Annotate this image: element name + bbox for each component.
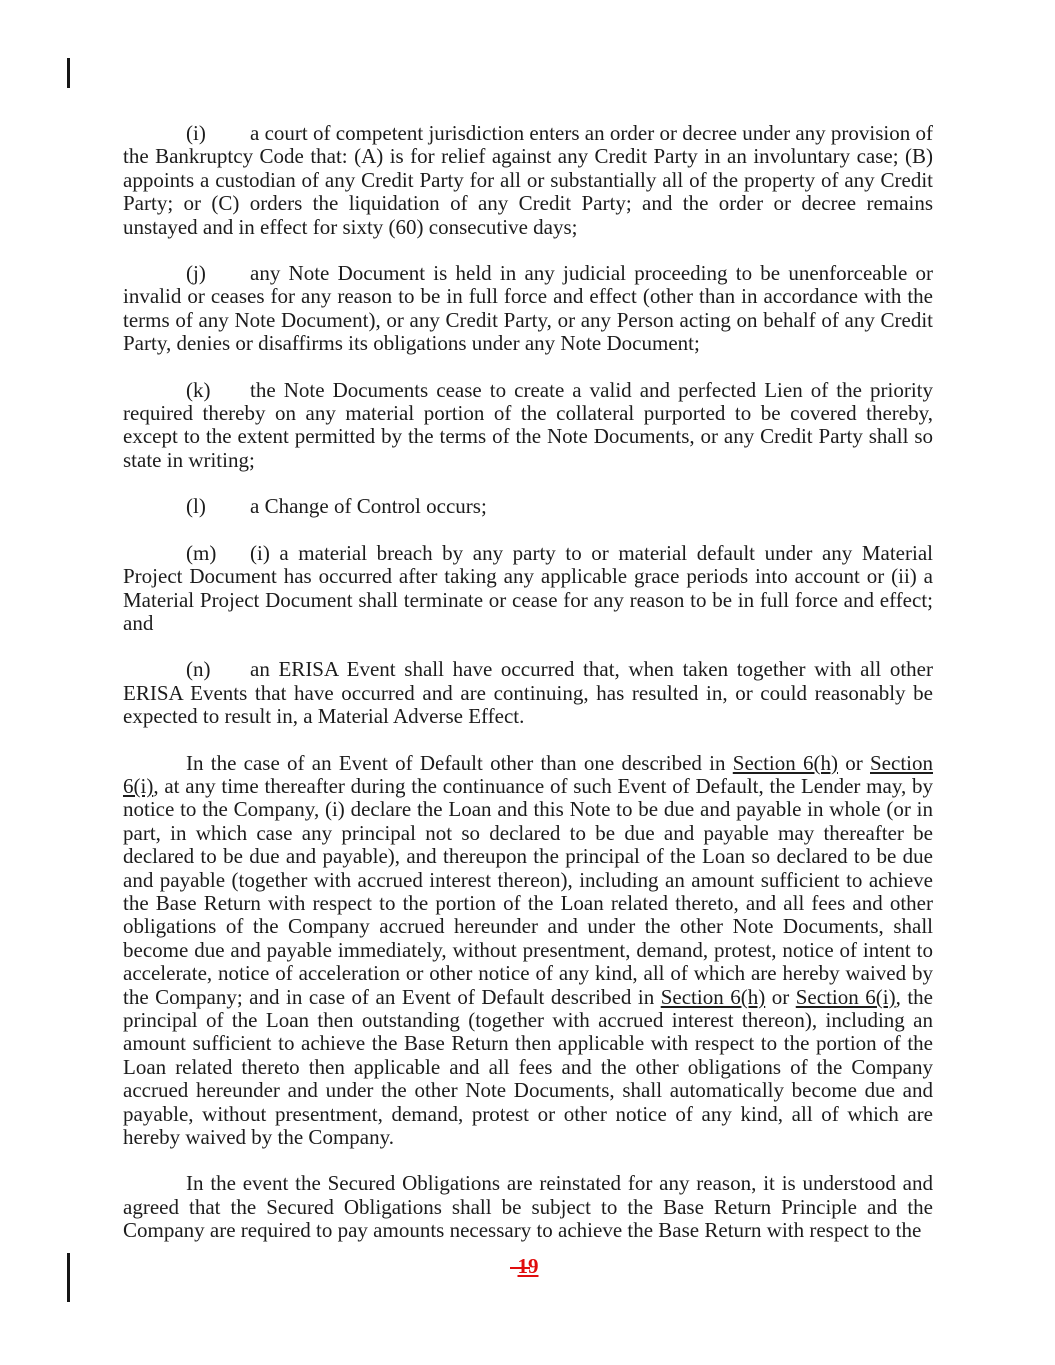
text-run: a court of competent jurisdiction enters an order or decree under any provision of the Bankruptcy Code that: (A) is for relief against any Credit Party in an involuntary case; (B) appoints a custodian of any Credit Party for all or substantially all of the property of any Credit Party; or (C) orders the liquidation of any Credit Party; and the order or decree remains unstayed and in effect for sixty (60) consecutive days; — [123, 121, 933, 239]
paragraph-label: (m) — [186, 540, 217, 565]
paragraph-m — [123, 542, 933, 636]
text-run: or — [765, 984, 796, 1009]
text-run: In the case of an Event of Default other than one described in — [186, 750, 733, 775]
paragraph-k — [123, 379, 933, 473]
paragraph-body-7 — [123, 1172, 933, 1242]
text-run: any Note Document is held in any judicial proceeding to be unenforceable or invalid or ceases for any reason to be in full force and effect (other than in accordance with the terms of any Note Document), or any Credit Party, or any Person acting on behalf of any Credit Party, denies or disaffirms its obligations under any Note Document; — [123, 261, 933, 356]
text-run: the Note Documents cease to create a valid and perfected Lien of the priority required thereby on any material portion of the collateral purported to be covered thereby, except to the extent permitted by the terms of the Note Documents, or any Credit Party shall so state in writing; — [123, 377, 933, 472]
paragraph-j — [123, 262, 933, 356]
text-run: , at any time thereafter during the continuance of such Event of Default, the Lender may, by notice to the Company, (i) declare the Loan and this Note to be due and payable in whole (or in part, in which case any principal not so declared to be due and payable may thereafter be declared to be due and payable), and thereupon the principal of the Loan so declared to be due and payable (together with accrued interest thereon), including an amount sufficient to achieve the Base Return with respect to the portion of the Loan related thereto, and all fees and other obligations of the Company accrued hereunder and under the other Note Documents, shall become due and payable immediately, without presentment, demand, protest, notice of intent to accelerate, notice of acceleration or other notice of any kind, all of which are hereby waived by the Company; and in case of an Event of Default described in — [123, 773, 933, 1009]
text-run: a Change of Control occurs; — [250, 494, 487, 519]
paragraph-body-6 — [123, 752, 933, 1150]
paragraph-i — [123, 122, 933, 239]
section-reference: Section 6(i) — [795, 984, 896, 1009]
text-run: In the event the Secured Obligations are reinstated for any reason, it is understood and agreed that the Secured Obligations shall be subject to the Base Return Principle and the Company are required to pay amounts necessary to achieve the Base Return with respect to the — [123, 1171, 933, 1243]
paragraph-label: (i) — [186, 121, 206, 145]
text-run: or — [838, 750, 870, 775]
paragraph-label: (n) — [186, 657, 211, 682]
section-reference: Section 6(i) — [123, 750, 933, 798]
text-run: an ERISA Event shall have occurred that, when taken together with all other ERISA Events that have occurred and are continuing, has resulted in, or could reasonably be expected to result in, a Material Adverse Effect. — [123, 657, 933, 729]
revision-bar-top — [67, 58, 70, 88]
text-run: , the principal of the Loan then outstanding (together with accrued interest thereon), including an amount sufficient to achieve the Base Return then applicable with respect to the portion of the Loan related thereto then applicable and all fees and the other obligations of the Company accrued hereunder and under the other Note Documents, shall automatically become due and payable, without presentment, demand, protest or other notice of any kind, all of which are hereby waived by the Company. — [123, 984, 934, 1150]
text-run: (i) a material breach by any party to or material default under any Material Project Document has occurred after taking any applicable grace periods into account or (ii) a Material Project Document shall terminate or cease for any reason to be in full force and effect; and — [123, 540, 933, 635]
paragraph-label: (l) — [186, 494, 206, 519]
document-body — [123, 122, 933, 1243]
page-footer — [123, 1254, 933, 1279]
paragraph-l — [123, 495, 933, 518]
paragraph-label: (k) — [186, 377, 211, 402]
paragraph-label: (j) — [186, 261, 206, 286]
page-number: 19 — [517, 1254, 539, 1278]
section-reference: Section 6(h) — [660, 984, 766, 1009]
section-reference: Section 6(h) — [732, 750, 838, 775]
paragraph-n — [123, 658, 933, 728]
revision-bar-bottom — [67, 1253, 70, 1302]
